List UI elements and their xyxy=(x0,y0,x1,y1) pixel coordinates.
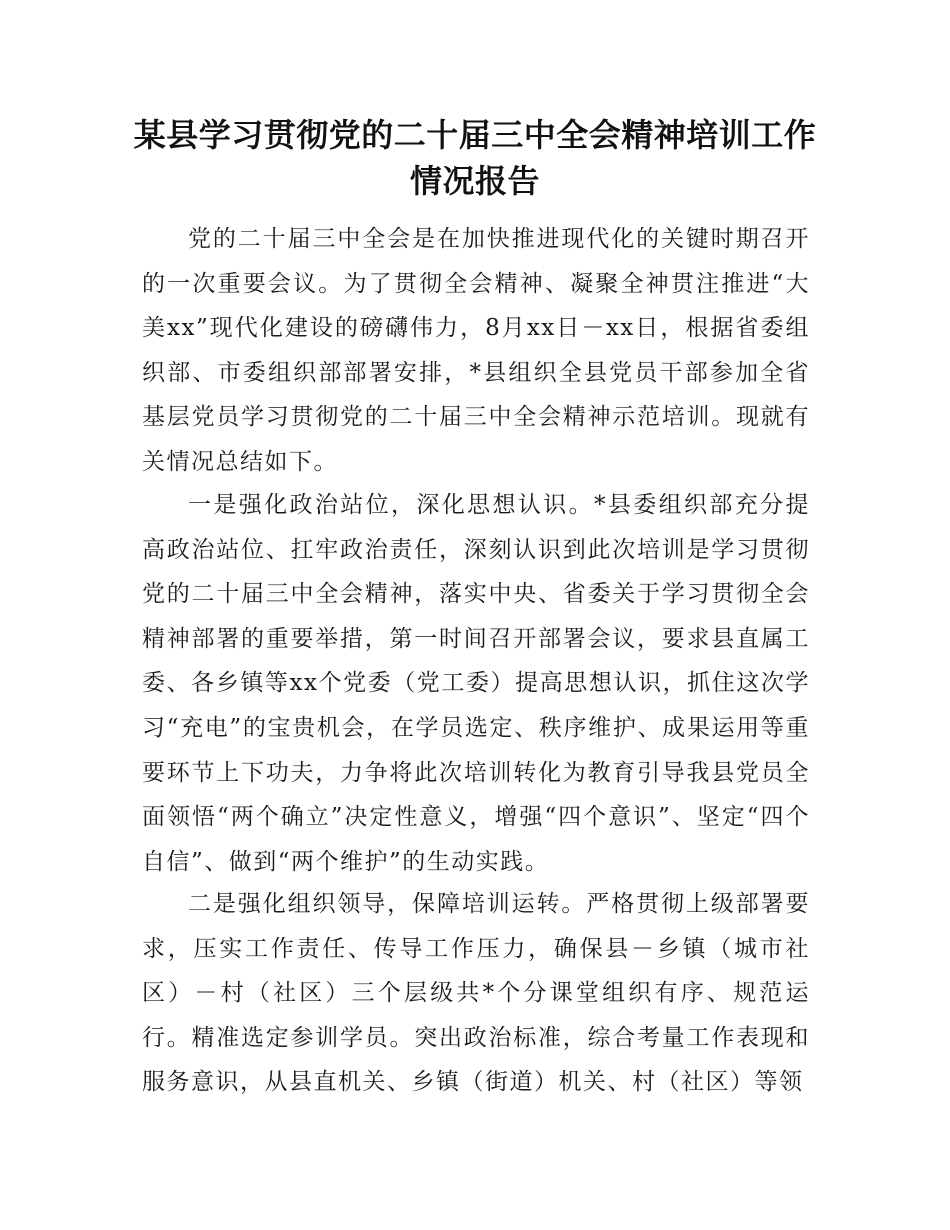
paragraph-intro: 党的二十届三中全会是在加快推进现代化的关键时期召开的一次重要会议。为了贯彻全会精神、凝聚全神贯注推进“大美xx”现代化建设的磅礴伟力，8月xx日－xx日，根据省委组织部、市委组织部部署安排，*县组织全县党员干部参加全省基层党员学习贯彻党的二十届三中全会精神示范培训。现就有关情况总结如下。 xyxy=(142,226,810,475)
paragraph-political-stance: 一是强化政治站位，深化思想认识。*县委组织部充分提高政治站位、扛牢政治责任，深刻认识到此次培训是学习贯彻党的二十届三中全会精神，落实中央、省委关于学习贯彻全会精神部署的重要举措，第一时间召开部署会议，要求县直属工委、各乡镇等xx个党委（党工委）提高思想认识，抓住这次学习“充电”的宝贵机会，在学员选定、秩序维护、成果运用等重要环节上下功夫，力争将此次培训转化为教育引导我县党员全面领悟“两个确立”决定性意义，增强“四个意识”、坚定“四个自信”、做到“两个维护”的生动实践。 xyxy=(142,492,810,875)
document-title: 某县学习贯彻党的二十届三中全会精神培训工作情况报告 xyxy=(133,116,817,200)
paragraph-organization-leadership: 二是强化组织领导，保障培训运转。严格贯彻上级部署要求，压实工作责任、传导工作压力，确保县－乡镇（城市社区）－村（社区）三个层级共*个分课堂组织有序、规范运行。精准选定参训学员。突出政治标准，综合考量工作表现和服务意识，从县直机关、乡镇（街道）机关、村（社区）等领 xyxy=(142,891,810,1096)
